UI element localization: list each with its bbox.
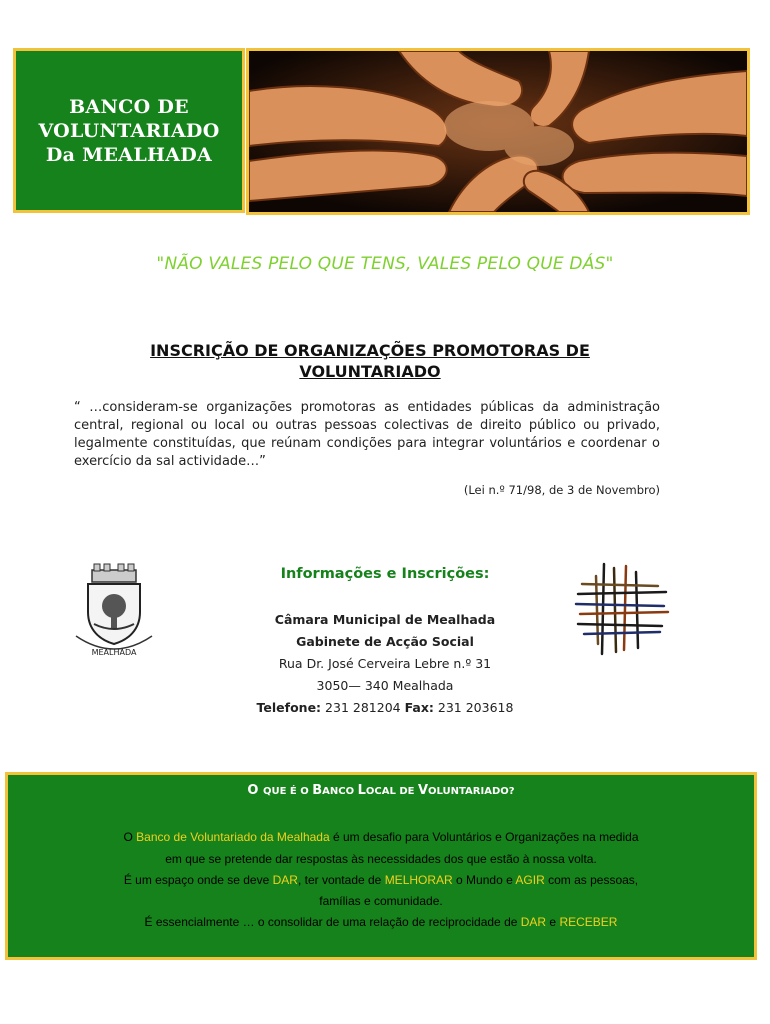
highlight-bank-name: Banco de Voluntariado da Mealhada xyxy=(136,830,330,844)
contact-address: Rua Dr. José Cerveira Lebre n.º 31 xyxy=(278,656,492,671)
header-title: BANCO DE VOLUNTARIADO Da MEALHADA xyxy=(38,95,220,166)
about-line-3: É um espaço onde se deve DAR, ter vontade de MELHORAR o Mundo e AGIR com as pessoas, xyxy=(123,873,639,887)
weave-logo xyxy=(574,562,670,656)
contact-department: Gabinete de Acção Social xyxy=(296,634,474,649)
law-quote: “ …consideram-se organizações promotoras as entidades públicas da administração central, regional ou local ou outras pessoas colectivas de direito público ou privado, legalmente constituídas, que reúnam condições para integrar voluntários e coordenar o exercício da sal actividade…” xyxy=(74,400,660,469)
about-info-box xyxy=(5,772,757,960)
contact-heading: Informações e Inscrições: xyxy=(280,566,490,582)
phone-number: 231 281204 xyxy=(325,700,401,715)
contact-organization: Câmara Municipal de Mealhada xyxy=(274,612,496,627)
about-line-1: O Banco de Voluntariado da Mealhada é um desafio para Voluntários e Organizações na medida xyxy=(123,830,639,844)
coat-of-arms-label: MEALHADA xyxy=(91,648,137,657)
hands-photo xyxy=(246,48,750,215)
about-line-2: em que se pretende dar respostas às necessidades dos que estão à nossa volta. xyxy=(165,852,597,866)
fax-number: 231 203618 xyxy=(437,700,514,715)
slogan: "NÃO VALES PELO QUE TENS, VALES PELO QUE DÁS" xyxy=(156,254,614,274)
about-line-4: famílias e comunidade. xyxy=(319,894,443,908)
coat-of-arms-logo xyxy=(72,562,156,662)
contact-phone-fax xyxy=(200,700,570,715)
document-heading: INSCRIÇÃO DE ORGANIZAÇÕES PROMOTORAS DE VOLUNTARIADO xyxy=(150,341,590,381)
fax-label: Fax: xyxy=(404,700,434,715)
header-banner xyxy=(13,48,245,213)
contact-postal: 3050— 340 Mealhada xyxy=(316,678,454,693)
phone-label: Telefone: xyxy=(256,700,322,715)
about-line-5: É essencialmente … o consolidar de uma relação de reciprocidade de DAR e RECEBER xyxy=(144,915,618,929)
about-box-title: O QUE É O BANCO LOCAL DE VOLUNTARIADO? xyxy=(247,783,515,798)
law-reference: (Lei n.º 71/98, de 3 de Novembro) xyxy=(463,483,660,497)
